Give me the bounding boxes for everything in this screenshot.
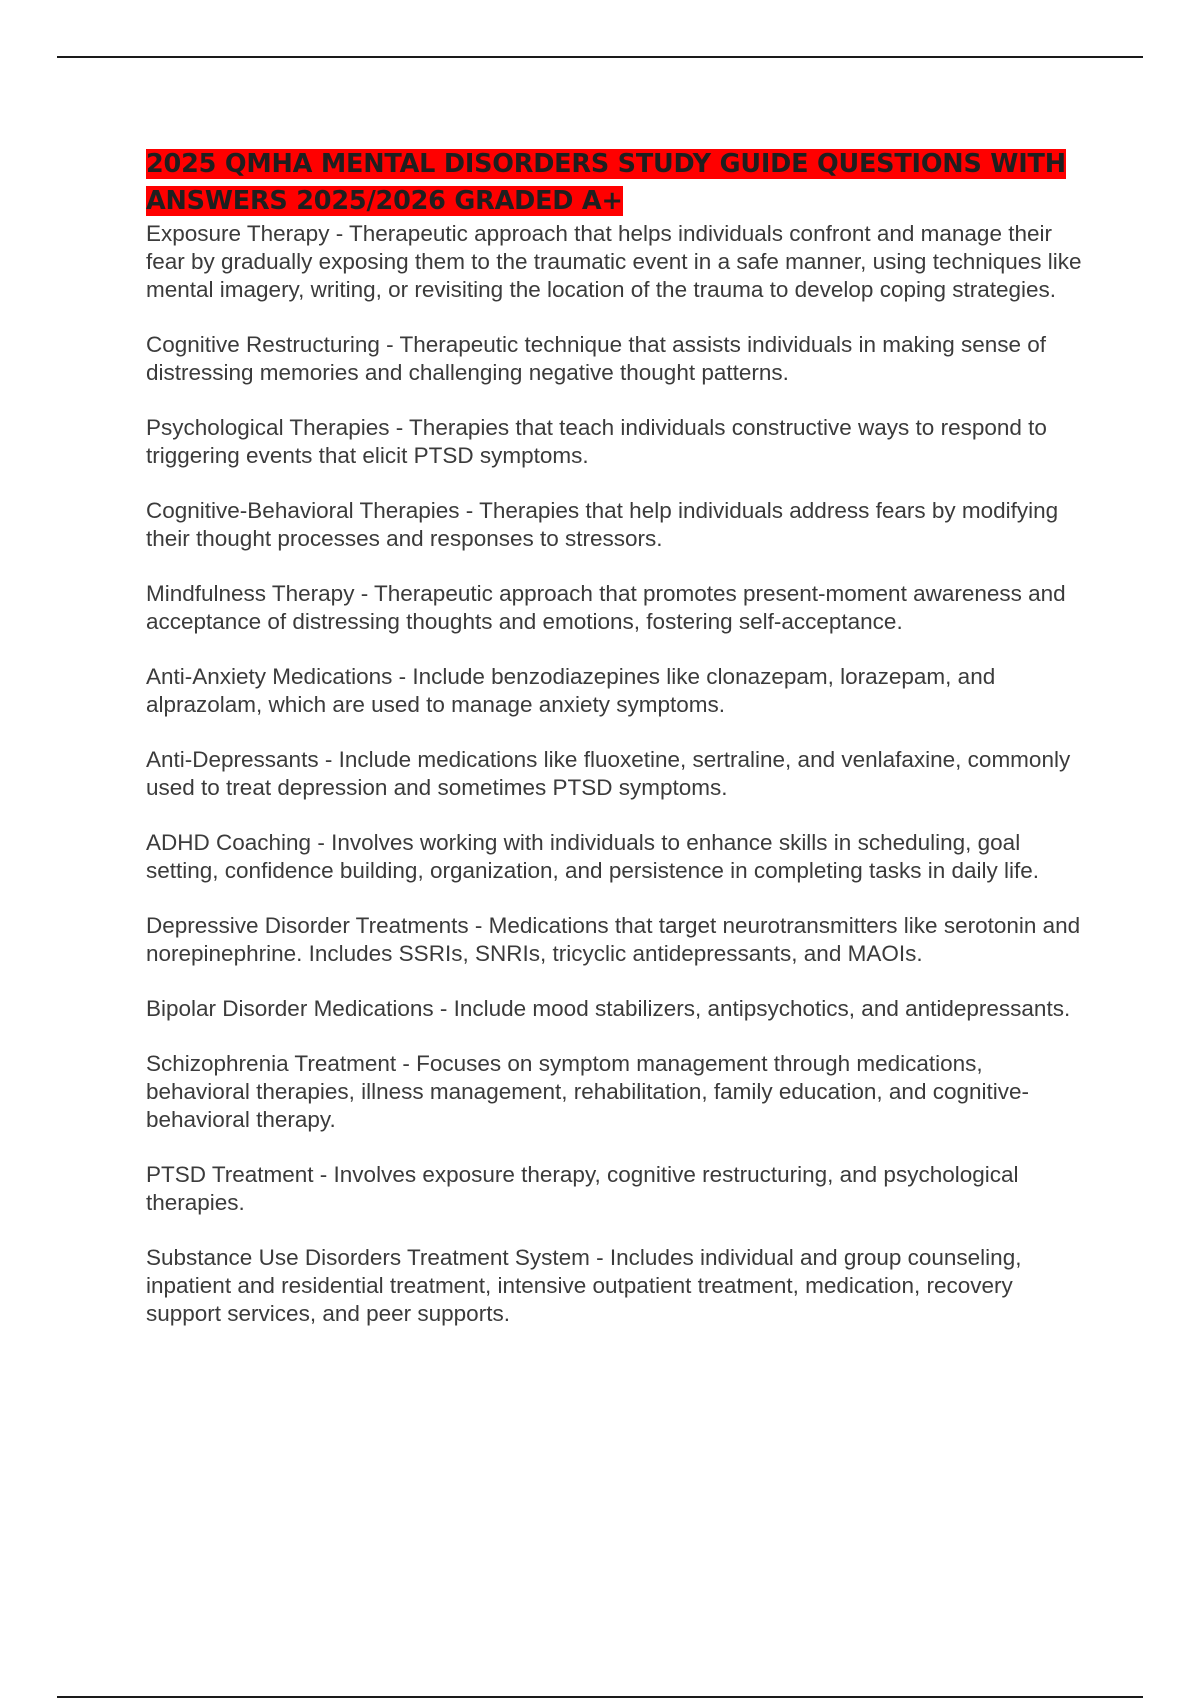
term-entry: Anti-Depressants - Include medications like fluoxetine, sertraline, and venlafaxine, commonly used to treat depression and sometimes PTSD symptoms.: [146, 747, 1071, 800]
bottom-divider: [57, 1696, 1143, 1698]
term-entry: Anti-Anxiety Medications - Include benzodiazepines like clonazepam, lorazepam, and alprazolam, which are used to manage anxiety symptoms.: [146, 664, 996, 717]
term-entry: Bipolar Disorder Medications - Include mood stabilizers, antipsychotics, and antidepressants.: [146, 996, 1071, 1021]
title-highlight: 2025 QMHA MENTAL DISORDERS STUDY GUIDE QUESTIONS WITH ANSWERS 2025/2026 GRADED A+: [146, 149, 1066, 216]
top-divider: [57, 56, 1143, 58]
term-entry: Cognitive Restructuring - Therapeutic technique that assists individuals in making sense of distressing memories and challenging negative thought patterns.: [146, 332, 1047, 385]
term-entry: Psychological Therapies - Therapies that teach individuals constructive ways to respond to triggering events that elicit PTSD symptoms.: [146, 415, 1047, 468]
term-entry: Substance Use Disorders Treatment System - Includes individual and group counseling, inpatient and residential treatment, intensive outpatient treatment, medication, recovery support services, and peer supports.: [146, 1245, 1022, 1326]
term-entry: ADHD Coaching - Involves working with individuals to enhance skills in scheduling, goal setting, confidence building, organization, and persistence in completing tasks in daily life.: [146, 830, 1040, 883]
term-entry: PTSD Treatment - Involves exposure therapy, cognitive restructuring, and psychological therapies.: [146, 1162, 1019, 1215]
document-body: [146, 146, 1092, 1355]
term-entry: Mindfulness Therapy - Therapeutic approach that promotes present-moment awareness and acceptance of distressing thoughts and emotions, fostering self-acceptance.: [146, 581, 1066, 634]
term-entry: Schizophrenia Treatment - Focuses on symptom management through medications, behavioral therapies, illness management, rehabilitation, family education, and cognitive-behavioral therapy.: [146, 1051, 1030, 1132]
term-list: [146, 220, 1092, 1328]
term-entry: Exposure Therapy - Therapeutic approach that helps individuals confront and manage their fear by gradually exposing them to the traumatic event in a safe manner, using techniques like mental imagery, writing, or revisiting the location of the trauma to develop coping strategies.: [146, 221, 1082, 302]
term-entry: Depressive Disorder Treatments - Medications that target neurotransmitters like serotonin and norepinephrine. Includes SSRIs, SNRIs, tricyclic antidepressants, and MAOIs.: [146, 913, 1081, 966]
term-entry: Cognitive-Behavioral Therapies - Therapies that help individuals address fears by modifying their thought processes and responses to stressors.: [146, 498, 1059, 551]
document-title: [146, 146, 1092, 220]
